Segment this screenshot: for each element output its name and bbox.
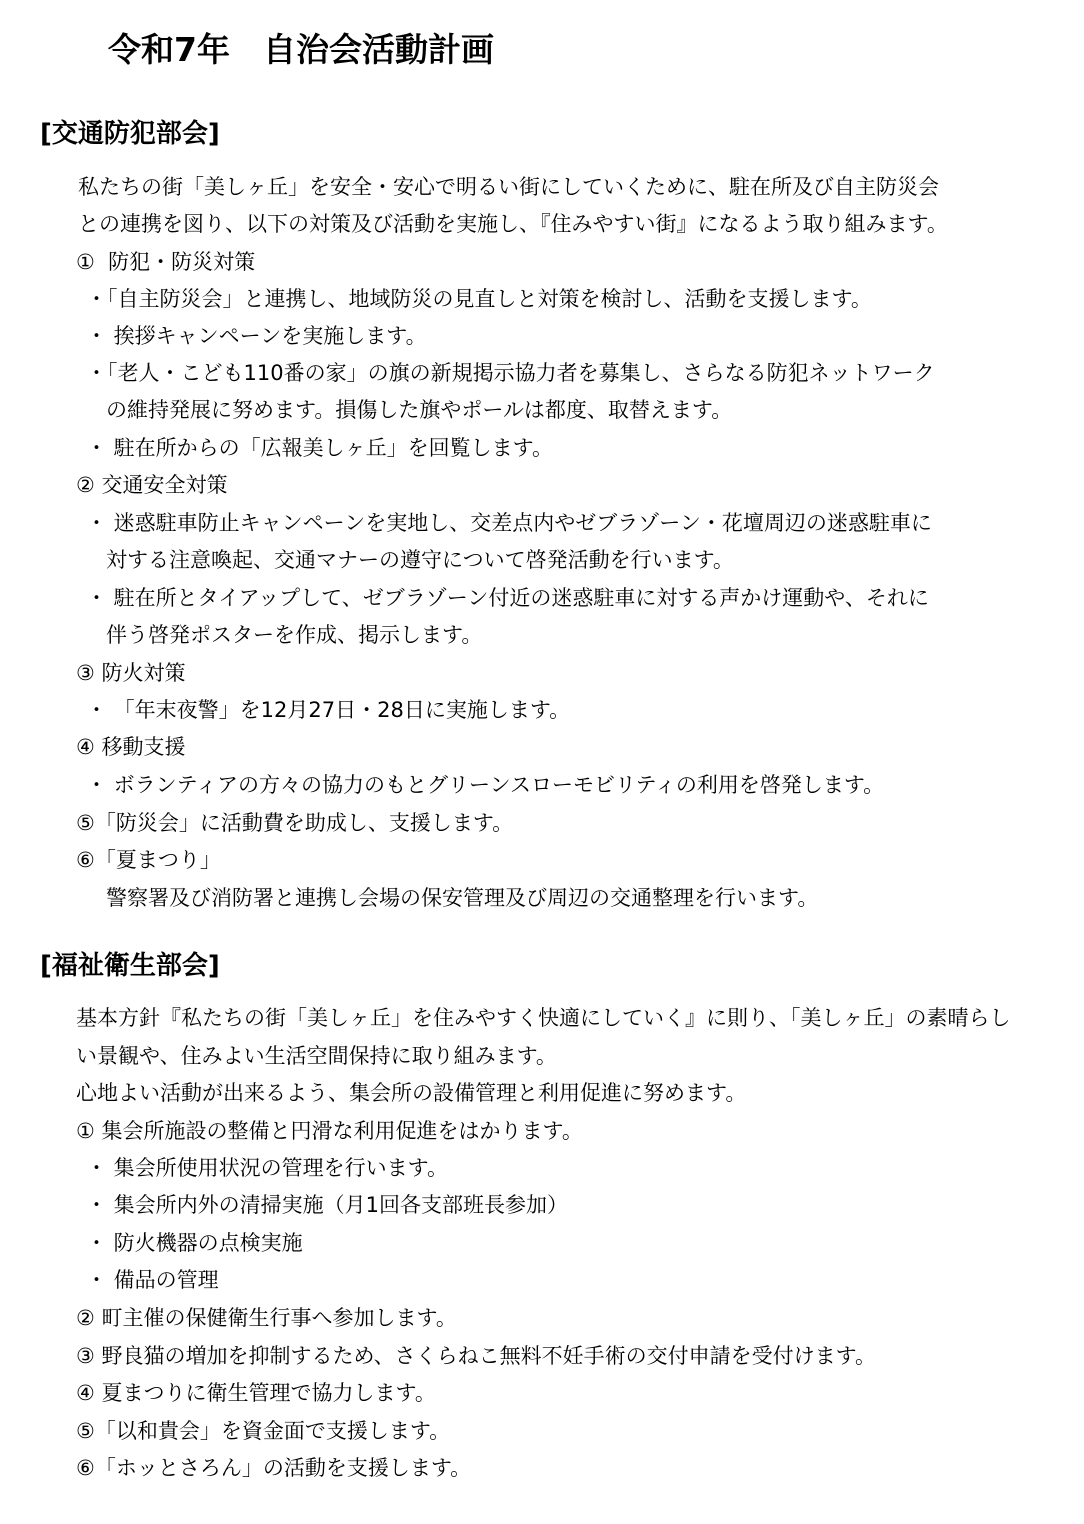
traffic-bullet-continuation: の維持発展に努めます。損傷した旗やポールは都度、取替えます。 — [106, 398, 733, 422]
welfare-intro-line: い景観や、住みよい生活空間保持に取り組みます。 — [76, 1044, 557, 1068]
welfare-item-heading: ④ 夏まつりに衛生管理で協力します。 — [76, 1381, 436, 1405]
traffic-bullet-continuation: 対する注意喚起、交通マナーの遵守について啓発活動を行います。 — [106, 548, 734, 572]
traffic-bullet: ・「自主防災会」と連携し、地域防災の見直しと対策を検討し、活動を支援します。 — [86, 287, 872, 311]
welfare-item-heading: ⑤「以和貴会」を資金面で支援します。 — [76, 1419, 451, 1443]
section-heading-traffic-crime: [交通防犯部会] — [40, 119, 220, 149]
welfare-item-heading: ③ 野良猫の増加を抑制するため、さくらねこ無料不妊手術の交付申請を受付けます。 — [76, 1344, 876, 1368]
section-heading-welfare-health: [福祉衛生部会] — [40, 951, 220, 981]
traffic-item-heading: ② 交通安全対策 — [76, 473, 228, 497]
traffic-bullet: ・ 駐在所からの「広報美しヶ丘」を回覧します。 — [86, 436, 553, 460]
traffic-item-heading: ⑤「防災会」に活動費を助成し、支援します。 — [76, 811, 514, 835]
traffic-item-heading: ⑥「夏まつり」 — [76, 848, 221, 872]
traffic-bullet-continuation: 伴う啓発ポスターを作成、掲示します。 — [106, 623, 483, 647]
traffic-bullet: ・ ボランティアの方々の協力のもとグリーンスローモビリティの利用を啓発します。 — [86, 773, 885, 797]
traffic-bullet: ・「老人・こども110番の家」の旗の新規掲示協力者を募集し、さらなる防犯ネットワーク — [86, 361, 935, 385]
welfare-item-heading: ① 集会所施設の整備と円滑な利用促進をはかります。 — [76, 1119, 583, 1143]
traffic-bullet: ・ 挨拶キャンペーンを実施します。 — [86, 324, 427, 348]
page-title: 令和7年 自治会活動計画 — [108, 30, 494, 69]
welfare-item-heading: ② 町主催の保健衛生行事へ参加します。 — [76, 1306, 457, 1330]
welfare-item-heading: ⑥「ホッとさろん」の活動を支援します。 — [76, 1456, 472, 1480]
welfare-bullet: ・ 防火機器の点検実施 — [86, 1231, 303, 1255]
welfare-bullet: ・ 備品の管理 — [86, 1268, 219, 1292]
traffic-bullet: ・ 「年末夜警」を12月27日・28日に実施します。 — [86, 698, 571, 722]
traffic-item-heading: ① 防犯・防災対策 — [76, 250, 256, 274]
welfare-intro-line: 基本方針『私たちの街「美しヶ丘」を住みやすく快適にしていく』に則り、「美しヶ丘」の素晴らし — [76, 1006, 1011, 1030]
traffic-intro-line: との連携を図り、以下の対策及び活動を実施し、『住みやすい街』になるよう取り組みます。 — [78, 212, 948, 236]
traffic-intro-line: 私たちの街「美しヶ丘」を安全・安心で明るい街にしていくために、駐在所及び自主防災会 — [78, 175, 939, 199]
traffic-bullet: ・ 駐在所とタイアップして、ゼブラゾーン付近の迷惑駐車に対する声かけ運動や、それに — [86, 586, 929, 610]
welfare-intro-line: 心地よい活動が出来るよう、集会所の設備管理と利用促進に努めます。 — [76, 1081, 747, 1105]
traffic-bullet: ・ 迷惑駐車防止キャンペーンを実地し、交差点内やゼブラゾーン・花壇周辺の迷惑駐車に — [86, 511, 932, 535]
traffic-item-heading: ③ 防火対策 — [76, 661, 186, 685]
traffic-item-heading: ④ 移動支援 — [76, 735, 186, 759]
traffic-item-detail: 警察署及び消防署と連携し会場の保安管理及び周辺の交通整理を行います。 — [106, 886, 819, 910]
welfare-bullet: ・ 集会所使用状況の管理を行います。 — [86, 1156, 448, 1180]
welfare-bullet: ・ 集会所内外の清掃実施（月1回各支部班長参加） — [86, 1193, 569, 1217]
